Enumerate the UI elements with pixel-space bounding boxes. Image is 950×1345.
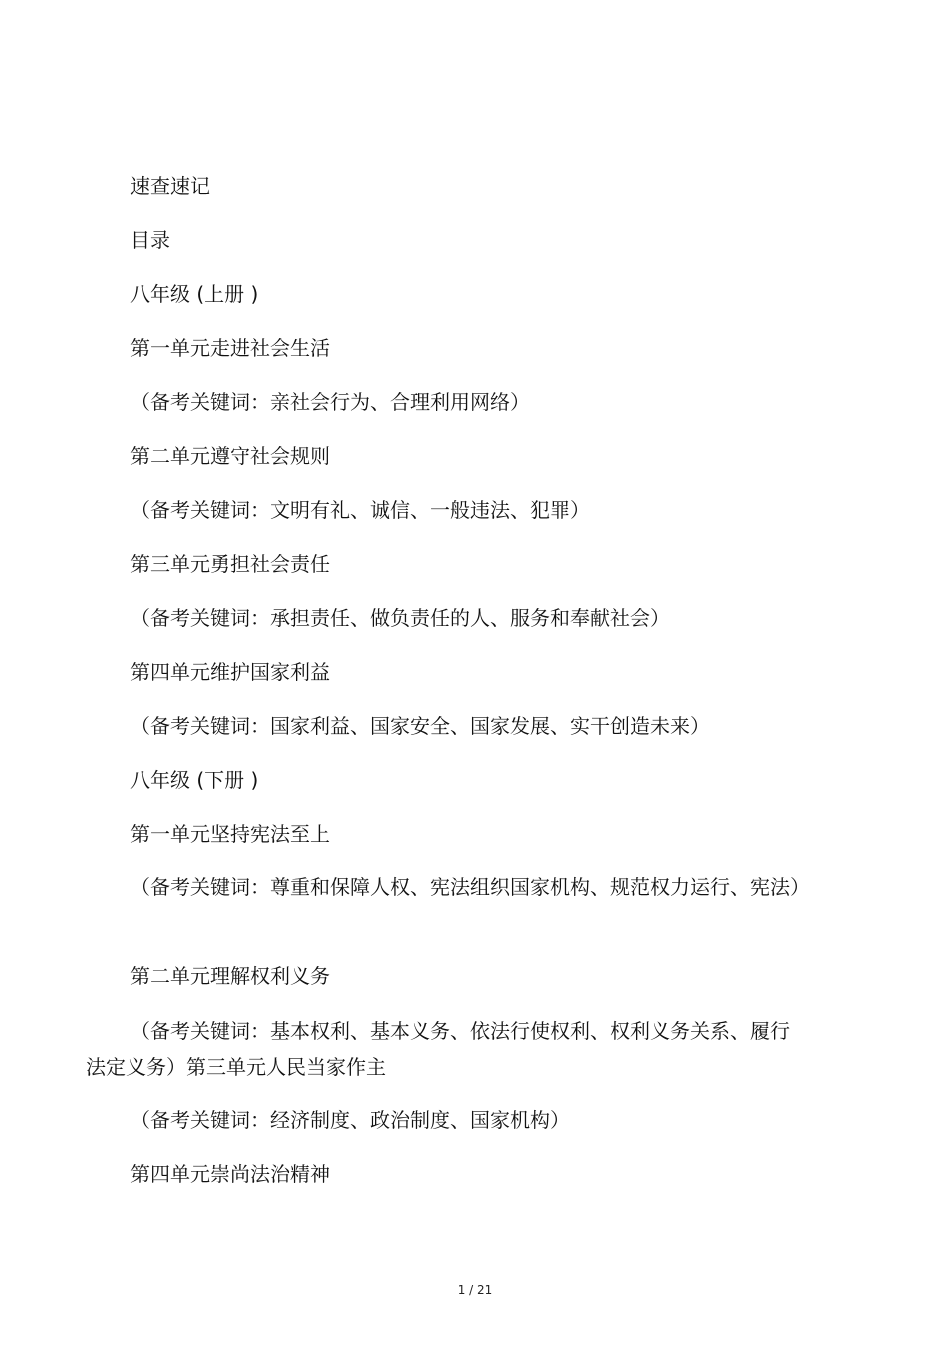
unit-title: 第三单元勇担社会责任	[130, 552, 330, 576]
unit-title: 第一单元走进社会生活	[130, 336, 330, 360]
unit-title: 第二单元理解权利义务	[130, 964, 330, 988]
keywords-line: （备考关键词：经济制度、政治制度、国家机构）	[130, 1108, 570, 1132]
keywords-line: （备考关键词：亲社会行为、合理利用网络）	[130, 390, 530, 414]
grade-heading-upper: 八年级 (上册 )	[130, 282, 259, 306]
document-title: 速查速记	[130, 174, 210, 198]
unit-title: 第四单元维护国家利益	[130, 660, 330, 684]
page-number: 1 / 21	[457, 1283, 493, 1297]
keywords-line: （备考关键词：国家利益、国家安全、国家发展、实干创造未来）	[130, 714, 710, 738]
toc-heading: 目录	[130, 228, 170, 252]
keywords-line: （备考关键词：承担责任、做负责任的人、服务和奉献社会）	[130, 606, 670, 630]
unit-title: 第一单元坚持宪法至上	[130, 822, 330, 846]
keywords-paragraph: （备考关键词：基本权利、基本义务、依法行使权利、权利义务关系、履行法定义务）第三单元人民当家作主	[86, 1019, 790, 1079]
keywords-paragraph: （备考关键词：尊重和保障人权、宪法组织国家机构、规范权力运行、宪法）	[130, 875, 810, 899]
keywords-line: （备考关键词：文明有礼、诚信、一般违法、犯罪）	[130, 498, 590, 522]
grade-heading-lower: 八年级 (下册 )	[130, 768, 259, 792]
unit-title: 第二单元遵守社会规则	[130, 444, 330, 468]
unit-title: 第四单元崇尚法治精神	[130, 1162, 330, 1186]
